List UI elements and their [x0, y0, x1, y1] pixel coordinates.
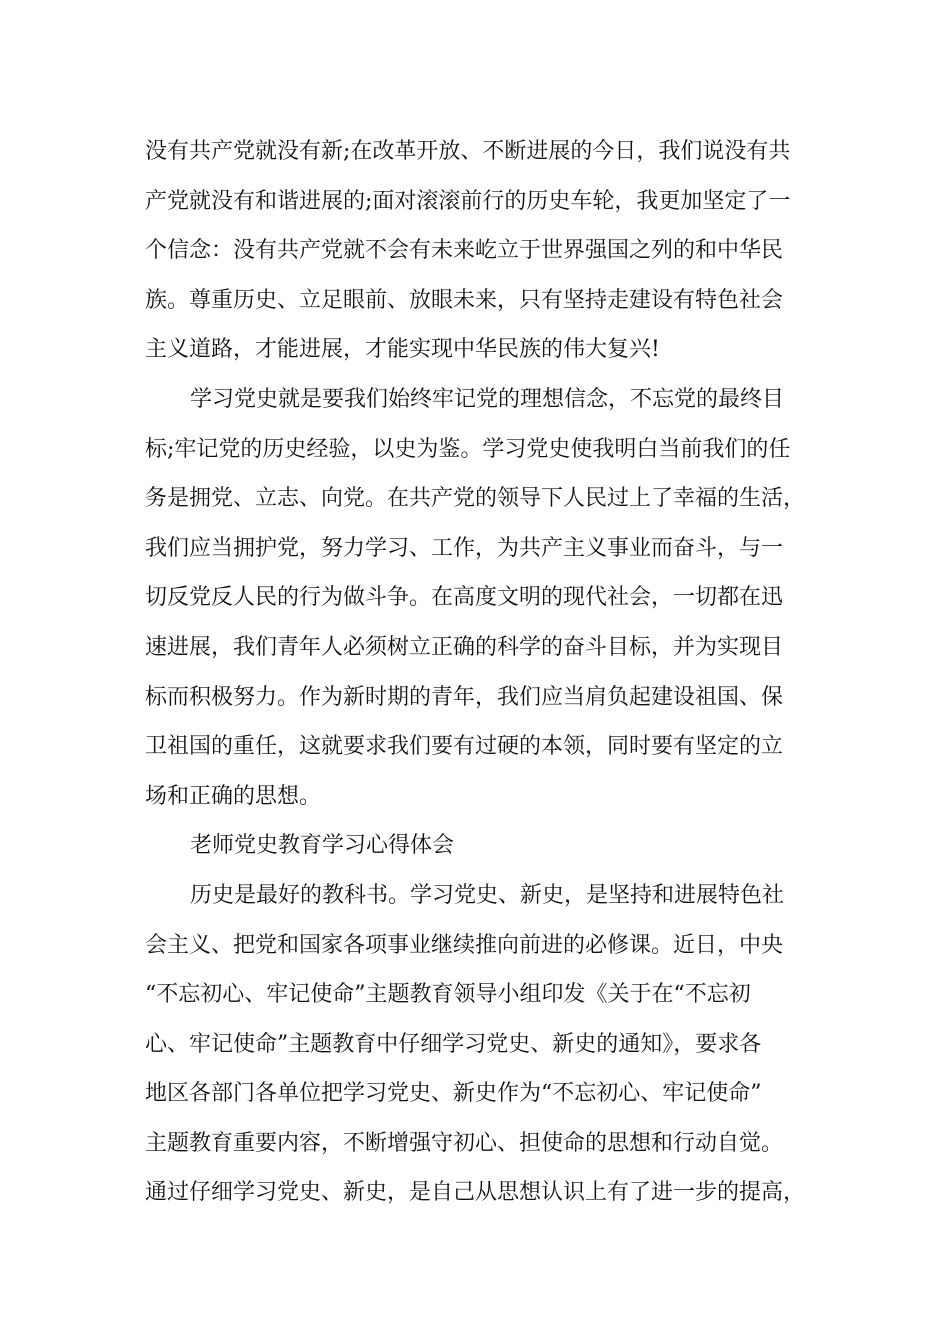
document-body [145, 127, 845, 1218]
text-line: 我们应当拥护党，努力学习、工作，为共产主义事业而奋斗，与一 [145, 535, 784, 561]
text-line: 卫祖国的重任，这就要求我们要有过硬的本领，同时要有坚定的立 [145, 734, 784, 760]
paragraph-start-line: 学习党史就是要我们始终牢记党的理想信念，不忘党的最终目 [190, 386, 785, 412]
text-line: 标而积极努力。作为新时期的青年，我们应当肩负起建设祖国、保 [145, 684, 784, 710]
text-line: “不忘初心、牢记使命”主题教育领导小组印发《关于在“不忘初 [145, 982, 751, 1008]
text-line: 族。尊重历史、立足眼前、放眼未来，只有坚持走建设有特色社会 [145, 287, 784, 313]
text-line: 地区各部门各单位把学习党史、新史作为“不忘初心、牢记使命” [145, 1081, 762, 1107]
text-line: 主义道路，才能进展，才能实现中华民族的伟大复兴! [145, 337, 660, 363]
section-heading: 老师党史教育学习心得体会 [190, 833, 455, 859]
text-line: 速进展，我们青年人必须树立正确的科学的奋斗目标，并为实现目 [145, 634, 784, 660]
text-line: 个信念：没有共产党就不会有未来屹立于世界强国之列的和中华民 [145, 238, 784, 264]
text-line: 主题教育重要内容，不断增强守初心、担使命的思想和行动自觉。 [145, 1130, 784, 1156]
text-line: 会主义、把党和国家各项事业继续推向前进的必修课。近日，中央 [145, 932, 784, 958]
text-line: 心、牢记使命”主题教育中仔细学习党史、新史的通知》，要求各 [145, 1031, 762, 1057]
text-line: 标;牢记党的历史经验，以史为鉴。学习党史使我明白当前我们的任 [145, 436, 791, 462]
text-line: 通过仔细学习党史、新史，是自己从思想认识上有了进一步的提高， [145, 1180, 806, 1206]
text-line: 务是拥党、立志、向党。在共产党的领导下人民过上了幸福的生活， [145, 486, 806, 512]
text-line: 产党就没有和谐进展的;面对滚滚前行的历史车轮，我更加坚定了一 [145, 188, 791, 214]
paragraph-start-line: 历史是最好的教科书。学习党史、新史，是坚持和进展特色社 [190, 882, 785, 908]
text-line: 场和正确的思想。 [145, 783, 322, 809]
text-line: 没有共产党就没有新;在改革开放、不断进展的今日，我们说没有共 [145, 139, 791, 164]
text-line: 切反党反人民的行为做斗争。在高度文明的现代社会，一切都在迅 [145, 585, 784, 611]
